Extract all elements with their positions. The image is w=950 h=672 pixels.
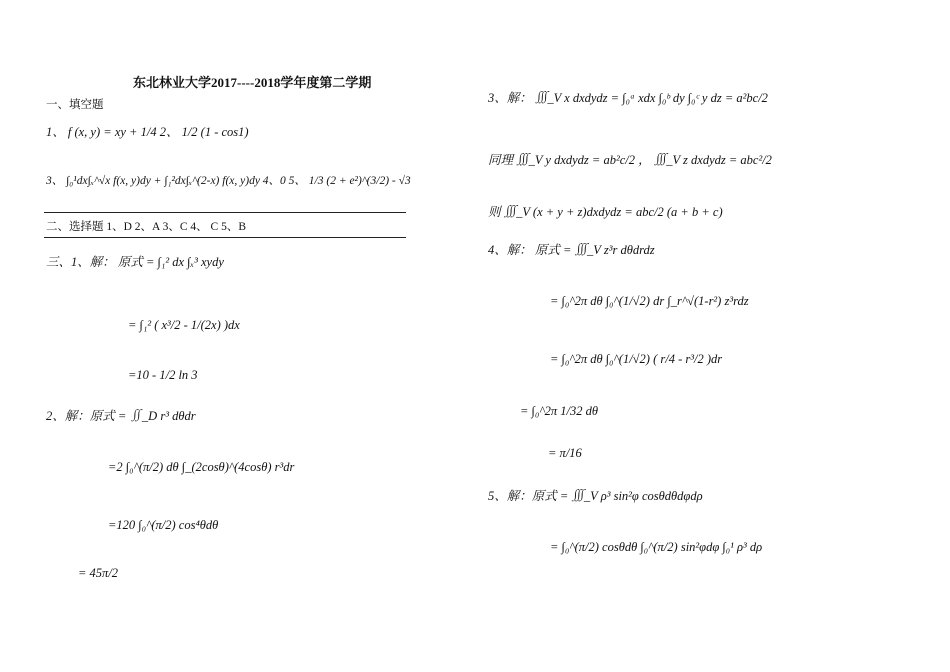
divider-top [44,212,406,213]
calc-1-setup: 三、1、解： 原式 = ∫₁² dx ∫ₓ³ xydy [46,255,224,269]
calc-2-step3: =120 ∫₀^(π/2) cos⁴θdθ [108,518,219,532]
calc-3-result: 则 ∭_V (x + y + z)dxdydz = abc/2 (a + b + c) [488,205,723,219]
calc-1-result: =10 - 1/2 ln 3 [128,368,198,382]
calc-5-setup: 5、解：原式 = ∭_V ρ³ sin²φ cosθdθdφdρ [488,489,703,503]
calc-2-step2: =2 ∫₀^(π/2) dθ ∫_(2cosθ)^(4cosθ) r³dr [108,460,295,474]
calc-2-result: = 45π/2 [78,566,119,580]
fill-item-3-4-5: 3、 ∫₀¹dx∫ₓ^√x f(x, y)dy + ∫₁²dx∫ₓ^(2-x) f(x, y)dy 4、0 5、 1/3 (2 + e²)^(3/2) - √3 [46,175,411,187]
calc-4-step3: = ∫₀^2π dθ ∫₀^(1/√2) ( r/4 - r³/2 )dr [550,352,723,366]
fill-item-1-2: 1、 f (x, y) = xy + 1/4 2、 1/2 (1 - cos1) [46,125,249,139]
section-fill-in-heading: 一、填空题 [46,99,104,111]
calc-4-step4: = ∫₀^2π 1/32 dθ [520,404,598,418]
divider-bottom [44,237,406,238]
calc-4-step2: = ∫₀^2π dθ ∫₀^(1/√2) dr ∫_r^√(1-r²) z³rdz [550,294,749,308]
calc-4-setup: 4、解： 原式 = ∭_V z³r dθdrdz [488,243,655,257]
exam-title: 东北林业大学2017----2018学年度第二学期 [133,75,372,90]
calc-4-result: = π/16 [548,446,582,460]
calc-3-similarly: 同理 ∭_V y dxdydz = ab²c/2 ， ∭_V z dxdydz = abc²/2 [488,153,772,167]
calc-1-step2: = ∫₁² ( x³/2 - 1/(2x) )dx [128,318,240,332]
calc-2-setup: 2、解：原式 = ∬_D r³ dθdr [46,409,196,423]
calc-5-step2: = ∫₀^(π/2) cosθdθ ∫₀^(π/2) sin²φdφ ∫₀¹ ρ³ dρ [550,540,763,554]
choice-answers: 二、选择题 1、D 2、A 3、C 4、 C 5、B [46,221,246,233]
calc-3-setup: 3、解： ∭_V x dxdydz = ∫₀ᵃ xdx ∫₀ᵇ dy ∫₀ᶜ y dz = a²bc/2 [488,91,768,105]
